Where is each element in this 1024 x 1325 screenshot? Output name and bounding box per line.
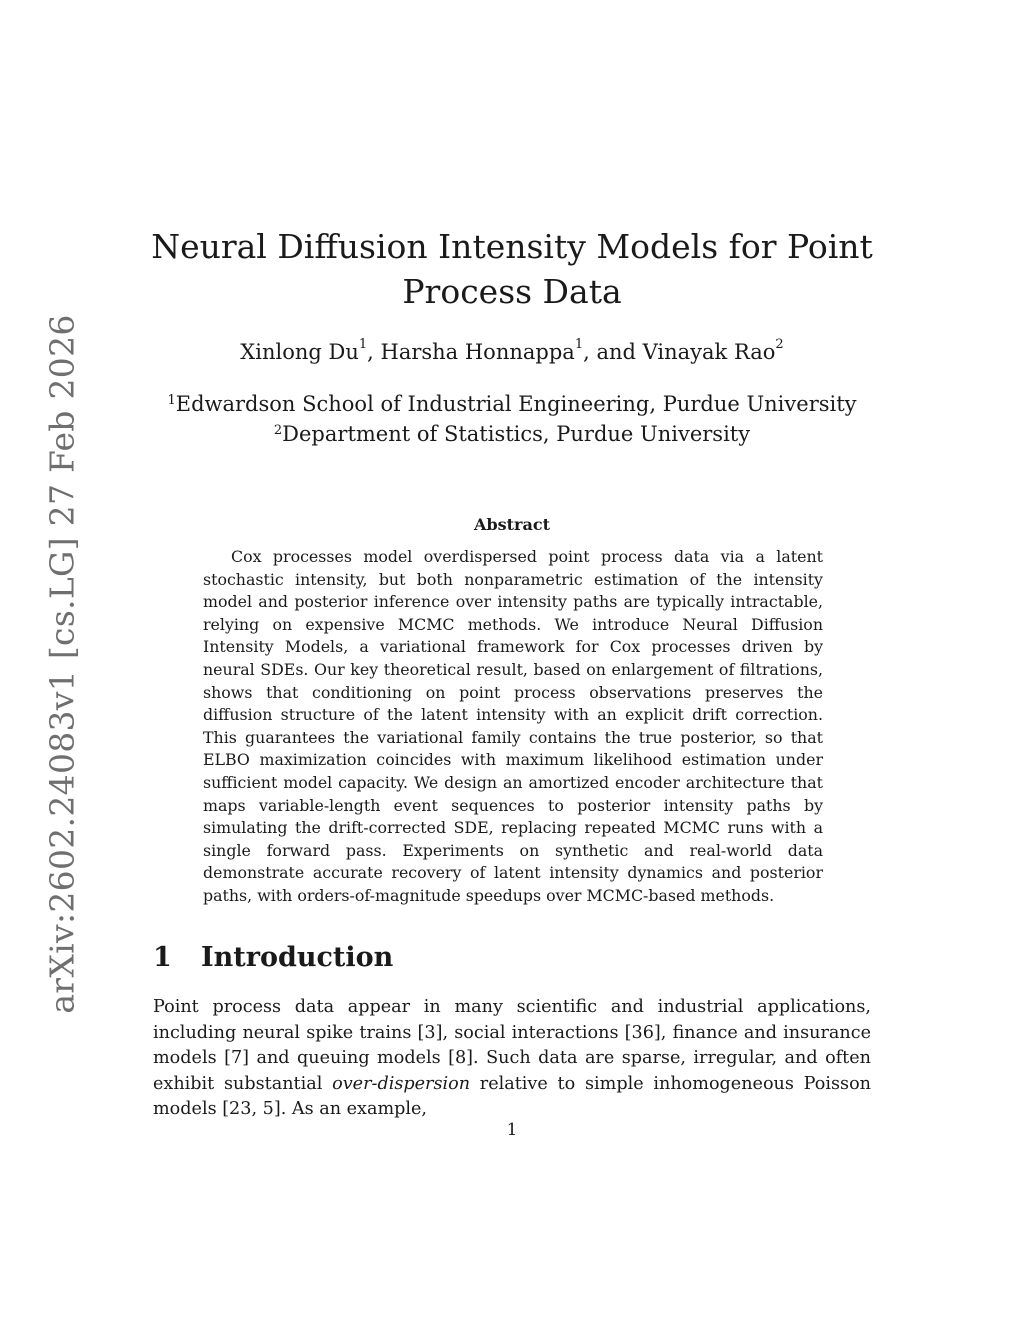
paper-title: Neural Diffusion Intensity Models for Point Process Data: [151, 227, 873, 311]
abstract-heading: Abstract: [474, 515, 550, 534]
affiliation-text: Edwardson School of Industrial Engineering, Purdue University: [175, 392, 857, 416]
author-name: Harsha Honnappa: [380, 340, 575, 364]
author-name: Vinayak Rao: [642, 340, 776, 364]
page-number: 1: [506, 1120, 518, 1140]
affiliation-line: [110, 419, 914, 449]
affiliation-list: [110, 389, 914, 449]
section-number: 1: [153, 942, 172, 973]
author-list: [110, 337, 914, 364]
author-separator: ,: [367, 340, 381, 364]
intro-text: Point process data appear in many scientific and industrial applications, including neural spike trains [3], social interactions [36], finance and insurance models [7] and queuing models [8]. Such data are sparse, irregular, and often exhibit substantial: [153, 997, 871, 1094]
affiliation-marker: 1: [167, 393, 176, 408]
affiliation-marker: 1: [358, 337, 368, 352]
section-heading: [153, 942, 393, 973]
abstract-text: Cox processes model overdispersed point process data via a latent stochastic intensity, but both nonparametric estimation of the intensity model and posterior inference over intensity paths are typically intractable, relying on expensive MCMC methods. We introduce Neural Diffusion Intensity Models, a variational framework for Cox processes driven by neural SDEs. Our key theoretical result, based on enlargement of filtrations, shows that conditioning on point process observations preserves the diffusion structure of the latent intensity with an explicit drift correction. This guarantees the variational family contains the true posterior, so that ELBO maximization coincides with maximum likelihood estimation under sufficient model capacity. We design an amortized encoder architecture that maps variable-length event sequences to posterior intensity paths by simulating the drift-corrected SDE, replacing repeated MCMC runs with a single forward pass. Experiments on synthetic and real-world data demonstrate accurate recovery of latent intensity dynamics and posterior paths, with orders-of-magnitude speedups over MCMC-based methods.: [203, 547, 823, 905]
title-block: [110, 224, 914, 314]
arxiv-stamp: arXiv:2602.24083v1 [cs.LG] 27 Feb 2026: [42, 314, 82, 1014]
affiliation-marker: 2: [775, 337, 784, 352]
section-title: Introduction: [201, 942, 394, 973]
affiliation-text: Department of Statistics, Purdue University: [282, 422, 751, 446]
intro-text: relative to simple inhomogeneous Poisson models [23, 5]. As an example,: [153, 1073, 871, 1119]
affiliation-line: [110, 389, 914, 419]
affiliation-marker: 1: [574, 337, 584, 352]
author-name: Xinlong Du: [240, 340, 359, 364]
affiliation-marker: 2: [273, 423, 283, 438]
author-separator: , and: [583, 340, 643, 364]
intro-emphasis: over-dispersion: [332, 1073, 471, 1094]
introduction-paragraph: [153, 995, 871, 1123]
